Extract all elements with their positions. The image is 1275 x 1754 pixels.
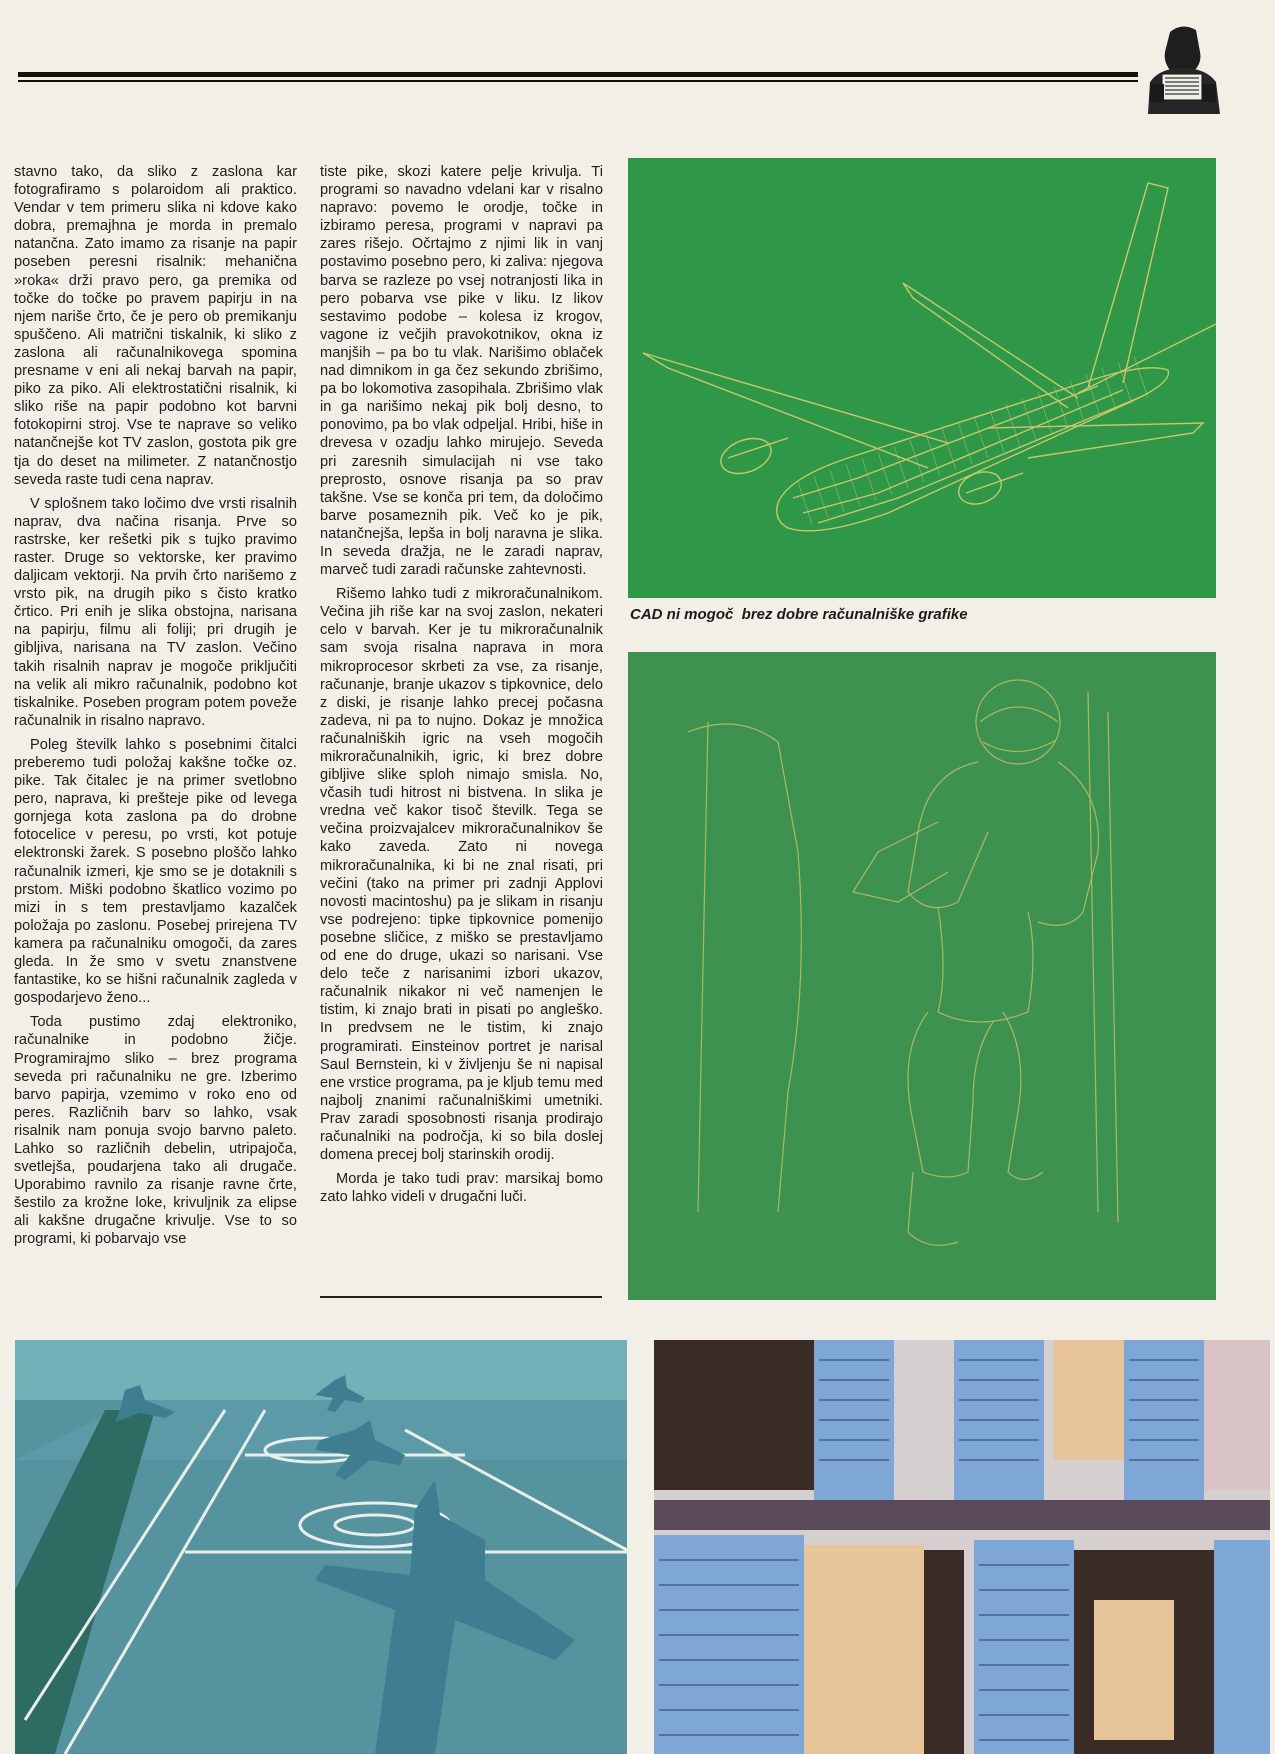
paragraph: stavno tako, da sliko z zaslona kar fotografiramo s polaroidom ali praktico. Vendar v tem primeru slika ni kdove kako dobra, premajhna je morda in premalo natančna. Zato imamo za risanje na papir poseben peresni risalnik: mehanična »roka« drži pravo pero, ga premika od točke do točke po pravem papirju in na njem nariše črto, če je pero ob premikanju spuščeno. Ali matrični tiskalnik, ki sliko z zaslona ali računalnikovega spomina presname v eni ali nekaj barvah na papir, piko za piko. Ali elektrostatični risalnik, ki sliko riše na papir podobno kot barvni fotokopirni stroj. Vse te naprave so veliko natančnejše kot TV zaslon, gostota pik gre tja do deset na milimeter. Z natančnostjo seveda raste tudi cena naprav. (14, 164, 297, 488)
paragraph: Rišemo lahko tudi z mikroračunalnikom. Večina jih riše kar na svoj zaslon, nekateri celo v barvah. Ker je tu mikroračunalnik sam svoja risalna naprava in mora mikroprocesor skrbeti za vse, za risanje, računanje, branje ukazov s tipkovnice, delo z diski, je risanje lahko precej počasna zadeva, ni pa to nujno. Dokaz je množica računalniških igric na vseh mogočih mikroračunalnikih, igric, ki brez dobre gibljive slike sploh nimajo smisla. No, včasih tudi hitrost ni bistvena. In slika je vredna več kakor tisoč številk. Tega se večina proizvajalcev mikroračunalnikov še kako zaveda. Zato ni novega mikroračunalnika, ki bi ne znal risati, pri večini (tako na primer pri zadnji Applovi novosti macintoshu) pa je slikam in risanju vse podrejeno: tipke tipkovnice pomenijo posebne sličice, z miško se prestavljamo od ene do druge, ukazi so narisani. Vse delo teče z narisanimi izbori ukazov, računalnik nikakor ni več namenjen le tistim, ki znajo brati in pisati po angleško. In predvsem ne le tistim, ki znajo programirati. Einsteinov portret je narisal Saul Bernstein, ki v življenju še ni napisal ene vrstice programa, pa je kljub temu med najbolj znanimi računalniškimi umetniki. Prav zaradi sposobnosti risanja prodirajo računalniki na področja, ki so bila doslej domena precej bolj starinskih orodij. (320, 586, 603, 1164)
column-end-rule (320, 1296, 602, 1298)
airplane-wireframe-image (628, 158, 1216, 598)
text-column-1 (14, 163, 297, 1249)
building-windows-shutters-image (654, 1340, 1270, 1754)
corner-portrait-photo (1140, 22, 1224, 114)
aircraft-carrier-deck-image (15, 1340, 627, 1754)
paragraph: Poleg številk lahko s posebnimi čitalci preberemo tudi položaj kakšne točke oz. pike. Tak čitalec je na primer svetlobno pero, naprava, ki prešteje pike od levega gornjega kota zaslona pa do drobne fotocelice v peresu, po vrsti, kot potuje elektronski žarek. S posebno ploščo lahko računalnik izmeri, kje smo se je dotaknili s prstom. Miški podobno škatlico vozimo po mizi in s tem prestavljamo kazalček položaja po zaslonu. Posebej prirejena TV kamera pa računalniku omogoči, da zares gleda. In že smo v svetu znanstvene fantastike, ko se hišni računalnik zagleda v gospodarjevo ženo... (14, 736, 297, 1007)
header-rule-thin (18, 80, 1138, 82)
paragraph: Morda je tako tudi prav: marsikaj bomo zato lahko videli v drugačni luči. (320, 1171, 603, 1206)
paragraph: tiste pike, skozi katere pelje krivulja. Ti programi so navadno vdelani kar v risalno napravo: povemo le orodje, točke in izbiramo peresa, programi v napravi pa zares rišejo. Očrtajmo z njimi lik in vanj postavimo posebno pero, ki zaliva: njegova barva se razleze po vsej notranjosti lika in pero pobarva vse pike v liku. Iz likov sestavimo podobe – kolesa iz krogov, vagone iz večjih pravokotnikov, okna iz manjših – pa bo tu vlak. Narišimo oblaček nad dimnikom in ga čez sekundo zbrišimo, pa bo lokomotiva zasopihala. Zbrišimo vlak in ga narišimo nekaj pik bolj desno, to ponovimo, pa bo vlak odpeljal. Hribi, hiše in drevesa v ozadju lahko mirujejo. Seveda pri zaresnih simulacijah ni vse tako preprosto, osnove risanja pa so prav takšne. Vse se konča pri tem, da določimo barve posameznih pik. Več ko je pik, natančnejša, lepša in bolj naravna je slika. In seveda dražja, ne le zaradi naprav, marveč tudi zaradi računske zahtevnosti. (320, 164, 603, 579)
header-rule-thick (18, 72, 1138, 77)
paragraph: Toda pustimo zdaj elektroniko, računalnike in podobno žičje. Programirajmo sliko – brez programa seveda pri računalniku ne gre. Izberimo barvo papirja, vzemimo v roko eno od peres. Različnih barv so lahko, vsak risalnik nam ponuja svojo barvno paleto. Lahko so različnih debelin, utripajoča, svetlejša, poudarjena tako ali drugače. Uporabimo ravnilo za risanje ravne črte, šestilo za krožne loke, krivuljnik za elipse ali kakšne drugačne krivulje. Vse to so programi, ki pobarvajo vse (14, 1014, 297, 1248)
figure-caption: CAD ni mogoč brez dobre računalniške grafike (630, 606, 968, 623)
wireframe-figure-image (628, 652, 1216, 1300)
text-column-2 (320, 163, 603, 1206)
paragraph: V splošnem tako ločimo dve vrsti risalnih naprav, dva načina risanja. Prve so rastrske, ker rešetki pik s tujko pravimo raster. Druge so vektorske, ker pravimo daljicam vektorji. Na prvih črto narišemo z vrsto pik, na drugih piko s čisto kratko črtico. Pri enih je slika obstojna, narisana na papirju, filmu ali foliji; pri drugih je gibljiva, narisana na TV zaslon. Večino takih risalnih naprav je mogoče priključiti na velik ali mikro računalnik, podobno kot tiskalnike. Poseben program potem poveže računalnik in risalno napravo. (14, 495, 297, 729)
